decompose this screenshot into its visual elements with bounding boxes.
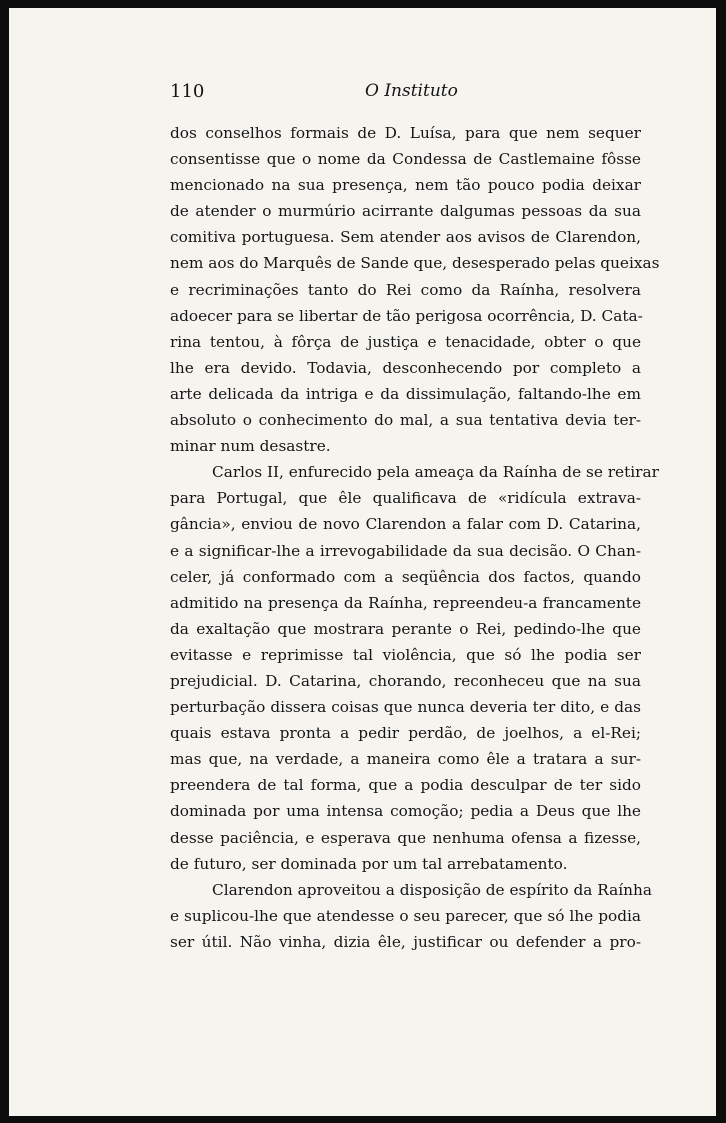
text-line: prejudicial. D. Catarina, chorando, reconheceu que na sua bbox=[170, 671, 641, 690]
paragraph-1 bbox=[170, 120, 660, 459]
text-line: nem aos do Marquês de Sande que, desesperado pelas queixas bbox=[170, 254, 660, 273]
text-line: de atender o murmúrio acirrante dalgumas pessoas da sua bbox=[170, 202, 641, 221]
text-line: absoluto o conhecimento do mal, a sua tentativa devia ter- bbox=[170, 411, 641, 430]
text-line: dominada por uma intensa comoção; pedia a Deus que lhe bbox=[170, 802, 641, 821]
text-line: rina tentou, à fôrça de justiça e tenacidade, obter o que bbox=[170, 332, 641, 351]
body-text bbox=[170, 120, 660, 955]
text-line: de futuro, ser dominada por um tal arrebatamento. bbox=[170, 854, 568, 873]
text-line: para Portugal, que êle qualificava de «ridícula extrava- bbox=[170, 489, 641, 508]
text-line: admitido na presença da Raínha, repreendeu-a francamente bbox=[170, 593, 641, 612]
text-line: ser útil. Não vinha, dizia êle, justificar ou defender a pro- bbox=[170, 932, 641, 951]
text-line: Carlos II, enfurecido pela ameaça da Raínha de se retirar bbox=[212, 463, 659, 482]
text-line: e recriminações tanto do Rei como da Raínha, resolvera bbox=[170, 280, 641, 299]
page-number: 110 bbox=[170, 81, 205, 102]
text-line: e a significar-lhe a irrevogabilidade da sua decisão. O Chan- bbox=[170, 541, 641, 560]
text-line: comitiva portuguesa. Sem atender aos avisos de Clarendon, bbox=[170, 228, 641, 247]
text-line: consentisse que o nome da Condessa de Castlemaine fôsse bbox=[170, 150, 641, 169]
text-line: quais estava pronta a pedir perdão, de joelhos, a el-Rei; bbox=[170, 724, 641, 743]
text-line: lhe era devido. Todavia, desconhecendo por completo a bbox=[170, 358, 641, 377]
text-line: evitasse e reprimisse tal violência, que só lhe podia ser bbox=[170, 645, 641, 664]
text-line: preendera de tal forma, que a podia desculpar de ter sido bbox=[170, 776, 641, 795]
paragraph-2 bbox=[170, 459, 659, 877]
text-line: gância», enviou de novo Clarendon a falar com D. Catarina, bbox=[170, 515, 641, 534]
page-header bbox=[9, 81, 716, 111]
text-line: mas que, na verdade, a maneira como êle a tratara a sur- bbox=[170, 750, 641, 769]
text-line: dos conselhos formais de D. Luísa, para que nem sequer bbox=[170, 124, 641, 142]
paragraph-3 bbox=[170, 877, 652, 955]
text-line: desse paciência, e esperava que nenhuma ofensa a fizesse, bbox=[170, 828, 641, 847]
book-page bbox=[9, 8, 716, 1116]
text-line: da exaltação que mostrara perante o Rei, pedindo-lhe que bbox=[170, 619, 641, 638]
text-line: Clarendon aproveitou a disposição de espírito da Raínha bbox=[212, 880, 652, 899]
text-line: adoecer para se libertar de tão perigosa ocorrência, D. Cata- bbox=[170, 306, 643, 325]
running-title: O Instituto bbox=[365, 81, 458, 101]
text-line: e suplicou-lhe que atendesse o seu parecer, que só lhe podia bbox=[170, 906, 641, 925]
text-line: perturbação dissera coisas que nunca deveria ter dito, e das bbox=[170, 698, 641, 717]
text-line: celer, já conformado com a seqüência dos factos, quando bbox=[170, 567, 641, 586]
text-line: mencionado na sua presença, nem tão pouco podia deixar bbox=[170, 176, 641, 195]
text-line: arte delicada da intriga e da dissimulação, faltando-lhe em bbox=[170, 384, 641, 403]
text-line: minar num desastre. bbox=[170, 437, 331, 456]
